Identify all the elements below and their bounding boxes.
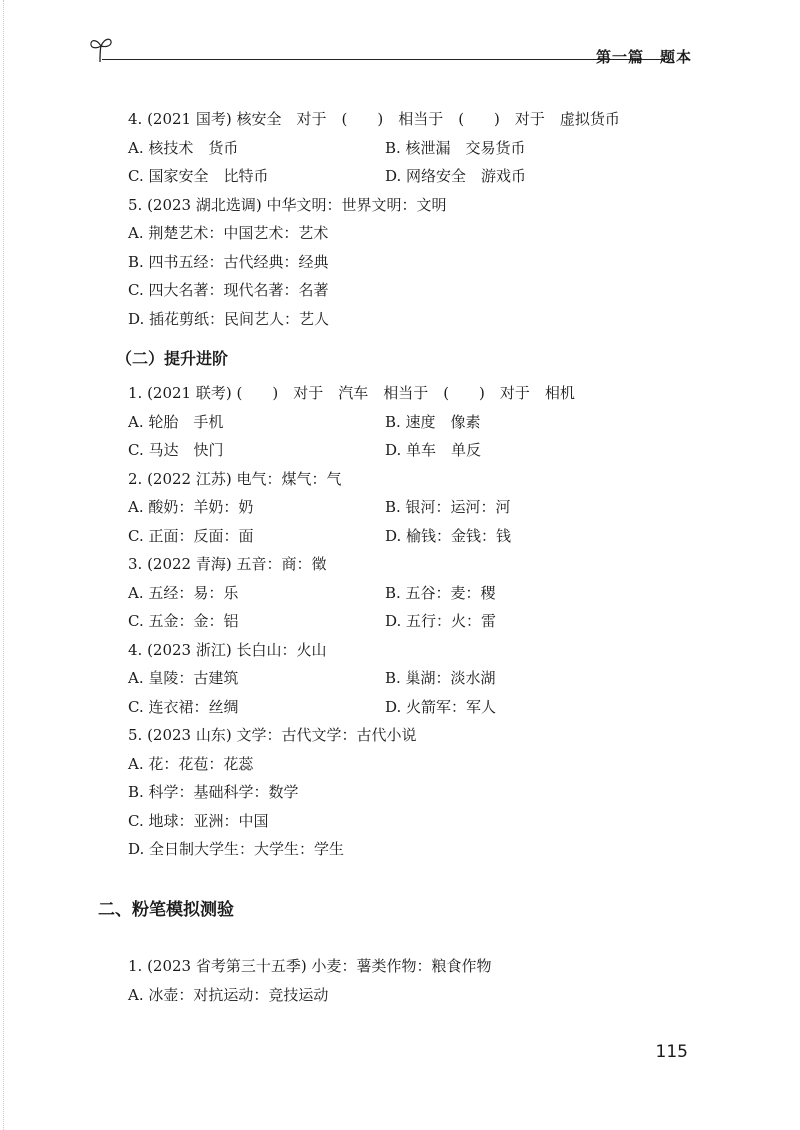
question-stem: 5. (2023 山东) 文学：古代文学：古代小说: [128, 726, 417, 744]
answer-option: C. 国家安全 比特币: [128, 167, 269, 185]
question-stem: 3. (2022 青海) 五音：商：徵: [128, 555, 327, 573]
option-row: [128, 778, 688, 807]
answer-option: A. 花：花苞：花蕊: [128, 754, 254, 773]
answer-option: B. 巢湖：淡水湖: [385, 669, 496, 687]
answer-option: C. 地球：亚洲：中国: [128, 811, 269, 830]
page-header: [88, 34, 700, 70]
answer-option: C. 马达 快门: [128, 441, 224, 459]
option-row: [128, 408, 688, 437]
answer-option: D. 榆钱：金钱：钱: [385, 526, 512, 545]
option-row: [128, 607, 688, 636]
answer-option: C. 五金：金：铝: [128, 612, 239, 630]
option-row: [128, 276, 688, 305]
answer-option: A. 皇陵：古建筑: [128, 669, 239, 687]
answer-option: A. 冰壶：对抗运动：竞技运动: [128, 985, 329, 1004]
running-head: 第一篇 题本: [595, 48, 692, 66]
answer-option: A. 荆楚艺术：中国艺术：艺术: [128, 224, 329, 242]
answer-option: D. 单车 单反: [385, 441, 482, 459]
page-number: 115: [655, 1042, 688, 1062]
answer-option: C. 连衣裙：丝绸: [128, 697, 239, 716]
answer-option: A. 五经：易：乐: [128, 583, 239, 602]
option-row: [128, 522, 688, 551]
option-row: [128, 664, 688, 693]
option-row: [128, 162, 688, 191]
answer-option: A. 轮胎 手机: [128, 412, 224, 431]
question-stem: 5. (2023 湖北选调) 中华文明：世界文明：文明: [128, 195, 447, 214]
option-row: [128, 436, 688, 465]
option-row: [128, 305, 688, 334]
answer-option: D. 火箭军：军人: [385, 697, 497, 716]
answer-option: A. 酸奶：羊奶：奶: [128, 498, 254, 516]
subheading: （二）提升进阶: [116, 349, 229, 368]
question-stem: 1. (2023 省考第三十五季) 小麦：薯类作物：粮食作物: [128, 957, 492, 975]
answer-option: B. 科学：基础科学：数学: [128, 783, 299, 801]
question-block-mock: [128, 952, 688, 1009]
answer-option: D. 五行：火：雷: [385, 612, 497, 630]
question-stem: 4. (2023 浙江) 长白山：火山: [128, 640, 327, 659]
option-row: [128, 693, 688, 722]
question-stem: 1. (2021 联考) ( ) 对于 汽车 相当于 ( ) 对于 相机: [128, 384, 575, 402]
answer-option: D. 插花剪纸：民间艺人：艺人: [128, 309, 330, 328]
answer-option: B. 五谷：麦：稷: [385, 583, 496, 602]
answer-option: B. 核泄漏 交易货币: [385, 138, 526, 157]
header-rule: [102, 59, 664, 60]
answer-option: B. 速度 像素: [385, 412, 481, 431]
answer-option: C. 正面：反面：面: [128, 526, 254, 545]
answer-option: B. 四书五经：古代经典：经典: [128, 252, 329, 271]
option-row: [128, 579, 688, 608]
option-row: [128, 248, 688, 277]
option-row: [128, 807, 688, 836]
question-block-basic: [116, 105, 688, 864]
scan-edge-marks: [3, 0, 4, 1130]
answer-option: B. 银河：运河：河: [385, 498, 511, 516]
question-stem: 2. (2022 江苏) 电气：煤气：气: [128, 469, 342, 488]
answer-option: D. 全日制大学生：大学生：学生: [128, 840, 345, 858]
answer-option: C. 四大名著：现代名著：名著: [128, 281, 329, 299]
answer-option: D. 网络安全 游戏币: [385, 167, 527, 185]
answer-option: A. 核技术 货币: [128, 138, 239, 157]
option-row: [128, 219, 688, 248]
question-stem: 4. (2021 国考) 核安全 对于 ( ) 相当于 ( ) 对于 虚拟货币: [128, 110, 620, 128]
option-row: [128, 835, 688, 864]
option-row: [128, 981, 688, 1010]
section-title: 二、粉笔模拟测验: [98, 900, 234, 920]
option-row: [128, 134, 688, 163]
option-row: [128, 493, 688, 522]
option-row: [128, 750, 688, 779]
